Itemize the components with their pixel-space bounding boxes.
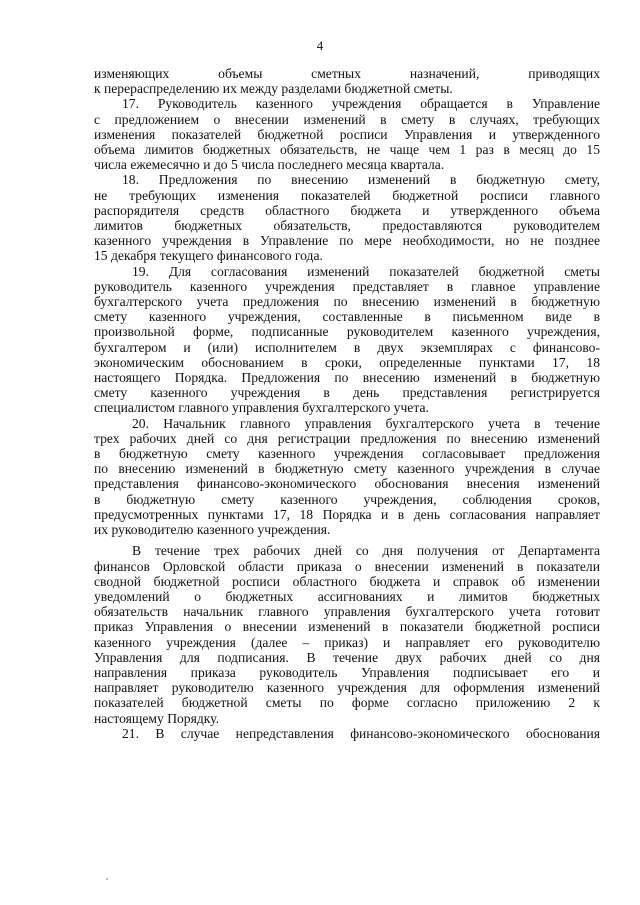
- text-line: приказ Управления о внесении изменений в показатели бюджетной росписи: [94, 619, 600, 635]
- text-line: экономическим обоснованием в сроки, определенные пунктами 17, 18: [94, 354, 600, 370]
- text-line: распорядителя средств областного бюджета и утвержденного объема: [94, 202, 600, 218]
- page-number: 4: [316, 38, 324, 53]
- text-line: бухгалтером и (или) исполнителем в двух экземплярах с финансово-: [94, 339, 600, 355]
- text-line: уведомлений о бюджетных ассигнованиях и лимитов бюджетных: [94, 588, 600, 604]
- paragraph-20-continued: [94, 543, 600, 725]
- text-line: их руководителю казенного учреждения.: [94, 522, 331, 538]
- text-line: специалистом главного управления бухгалтерского учета.: [94, 400, 429, 416]
- text-line: В течение трех рабочих дней со дня получения от Департамента: [132, 543, 600, 559]
- text-line: по внесению изменений в бюджетную смету казенного учреждения в случае: [94, 461, 600, 477]
- text-line: 15 декабря текущего финансового года.: [94, 248, 323, 264]
- text-line: казенного учреждения (далее – приказ) и направляет его руководителю: [94, 634, 600, 650]
- text-line: произвольной форме, подписанные руководителем казенного учреждения,: [94, 324, 600, 340]
- text-line: казенного учреждения в Управление по мере необходимости, но не позднее: [94, 233, 600, 249]
- text-line: с предложением о внесении изменений в смету в случаях, требующих: [94, 111, 600, 127]
- text-line: изменяющих объемы сметных назначений, приводящих: [94, 66, 600, 81]
- paragraph-19: [94, 264, 600, 416]
- text-line: 19. Для согласования изменений показателей бюджетной сметы: [132, 263, 600, 279]
- paragraph-17: [94, 96, 600, 172]
- paragraph-20: [94, 416, 600, 538]
- text-line: в бюджетную смету казенного учреждения, соблюдения сроков,: [94, 491, 600, 507]
- text-line: 17. Руководитель казенного учреждения обращается в Управление: [122, 96, 600, 112]
- text-line: сводной бюджетной росписи областного бюджета и справок об изменении: [94, 573, 600, 589]
- text-line: обязательств начальник главного управления бухгалтерского учета готовит: [94, 604, 600, 620]
- document-body: [94, 66, 600, 741]
- text-line: смету казенного учреждения, составленные в письменном виде в: [94, 309, 600, 325]
- text-line: Управления для подписания. В течение двух рабочих дней со дня: [94, 649, 600, 665]
- text-line: руководитель казенного учреждения представляет в главное управление: [94, 278, 600, 294]
- text-line: показателей бюджетной сметы по форме согласно приложению 2 к: [94, 695, 600, 711]
- text-line: представления финансово-экономического обоснования внесения изменений: [94, 476, 600, 492]
- text-line: лимитов бюджетных обязательств, предоставляются руководителем: [94, 218, 600, 234]
- text-line: трех рабочих дней со дня регистрации предложения по внесению изменений: [94, 430, 600, 446]
- text-line: настоящего Порядка. Предложения по внесению изменений в бюджетную: [94, 370, 600, 386]
- paragraph-18: [94, 172, 600, 263]
- text-line: смету казенного учреждения в день представления регистрируется: [94, 385, 600, 401]
- text-line: направления приказа руководитель Управления подписывает его и: [94, 664, 600, 680]
- text-line: не требующих изменения показателей бюджетной росписи главного: [94, 187, 600, 203]
- text-line: 21. В случае непредставления финансово-экономического обоснования: [122, 725, 600, 741]
- text-line: бухгалтерского учета предложения по внесению изменений в бюджетную: [94, 294, 600, 310]
- text-line: объема лимитов бюджетных обязательств, не чаще чем 1 раз в месяц до 15: [94, 142, 600, 158]
- text-line: настоящему Порядку.: [94, 710, 220, 726]
- text-line: числа ежемесячно и до 5 числа последнего месяца квартала.: [94, 157, 445, 173]
- text-line: к перераспределению их между разделами бюджетной сметы.: [94, 81, 453, 97]
- paragraph-continuation: [94, 66, 600, 96]
- text-line: направляет руководителю казенного учреждения для оформления изменений: [94, 680, 600, 696]
- text-line: изменения показателей бюджетной росписи Управления и утвержденного: [94, 126, 600, 142]
- text-line: финансов Орловской области приказа о внесении изменений в показатели: [94, 558, 600, 574]
- paragraph-21: [94, 726, 600, 741]
- text-line: предусмотренных пунктами 17, 18 Порядка и в день согласования направляет: [94, 506, 600, 522]
- scan-speck: [106, 878, 108, 880]
- text-line: 20. Начальник главного управления бухгалтерского учета в течение: [132, 415, 600, 431]
- text-line: 18. Предложения по внесению изменений в бюджетную смету,: [122, 172, 600, 188]
- text-line: в бюджетную смету казенного учреждения согласовывает предложения: [94, 446, 600, 462]
